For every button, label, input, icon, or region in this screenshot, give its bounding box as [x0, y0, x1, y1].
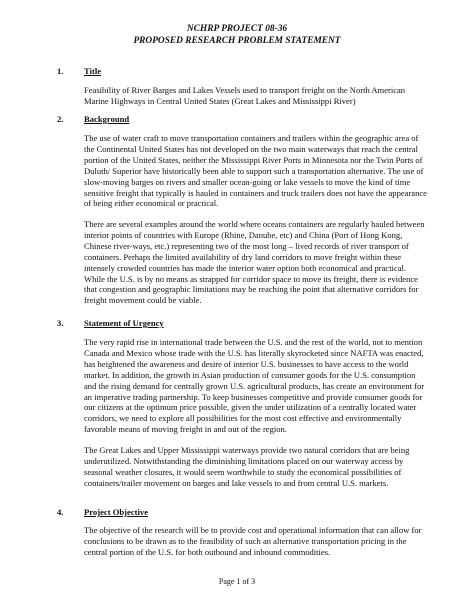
- text-line: that congestion and geographic limitations may be reaching the point that alternative corridors for: [84, 284, 419, 295]
- text-line: has heightened the awareness and desire of interior U.S. businesses to have access to the world: [84, 358, 409, 369]
- text-line: Feasibility of River Barges and Lakes Vessels used to transport freight on the North American: [84, 85, 406, 95]
- text-line: seasonal weather closures, it would seem worthwhile to study the economical possibilities of: [84, 466, 402, 477]
- section-4-title: Project Objective: [84, 507, 149, 517]
- section-3-title: Statement of Urgency: [84, 318, 164, 328]
- section-4-paragraph-1: [84, 525, 422, 558]
- section-1-title: Title: [84, 66, 102, 76]
- text-line: an imperative trading partnership. To keep businesses competitive and provide consumer goods for: [84, 391, 423, 402]
- text-line: market. In addition, the growth in Asian production of consumer goods for the U.S. consumption: [84, 369, 416, 380]
- text-line: containers. Perhaps the limited availability of dry land corridors to move freight within these: [84, 251, 402, 262]
- text-line: The very rapid rise in international trade between the U.S. and the rest of the world, not to mention: [84, 337, 423, 347]
- text-line: corridors, we need to explore all possibilities for the most cost effective and environmentally: [84, 413, 402, 424]
- text-line: favorable means of moving freight in and out of the region.: [84, 424, 287, 435]
- section-1-number: 1.: [57, 66, 64, 76]
- text-line: While the U.S. is by no means as strapped for corridor space to move its freight, there is evidence: [84, 273, 418, 284]
- text-line: Chinese river-ways, etc.) representing two of the most long – lived records of river transport of: [84, 240, 409, 251]
- text-line: sensitive freight that typically is hauled in containers and truck trailers does not have the appearance: [84, 187, 427, 198]
- section-1-paragraph-1: [84, 85, 416, 107]
- section-4-number: 4.: [57, 507, 64, 517]
- text-line: Canada and Mexico whose trade with the U.S. has literally skyrocketed since NAFTA was enacted,: [84, 347, 424, 358]
- text-line: containers/trailer movement on barges and lake vessels to and from central U.S. markets.: [84, 477, 389, 488]
- section-3-number: 3.: [57, 318, 64, 328]
- page-number-footer: Page 1 of 3: [218, 577, 256, 586]
- section-3-paragraph-1: [84, 337, 425, 435]
- text-line: Duluth/ Superior have historically been able to support such a transportation alternative. The use of: [84, 165, 424, 176]
- text-line: conclusions to be drawn as to the feasibility of such an alternative transportation pricing in the: [84, 535, 407, 546]
- text-line: and the rising demand for centrally grown U.S. agricultural products, has create an environment for: [84, 380, 425, 391]
- text-line: The use of water craft to move transportation containers and trailers within the geographic area of: [84, 133, 419, 143]
- statement-heading: PROPOSED RESEARCH PROBLEM STATEMENT: [133, 36, 341, 46]
- section-2-title: Background: [84, 114, 130, 124]
- text-line: our citizens at the optimum price possible, given the under utilization of a centrally located water: [84, 402, 417, 413]
- text-line: slow-moving barges on rivers and smaller ocean-going or lake vessels to move the kind of time: [84, 176, 411, 187]
- text-line: underutilized. Notwithstanding the diminishing limitations placed on our waterway access by: [84, 455, 404, 466]
- text-line: The objective of the research will be to provide cost and operational information that can allow for: [84, 525, 422, 535]
- section-2-paragraph-1: [84, 133, 427, 209]
- text-line: Marine Highways in Central United States (Great Lakes and Mississippi River): [84, 95, 356, 106]
- text-line: freight movement could be viable.: [84, 295, 202, 306]
- section-2-number: 2.: [57, 114, 64, 124]
- text-line: interior points of countries with Europe (Rhine, Danube, etc) and China (Port of Hong Kong,: [84, 229, 403, 240]
- section-2-paragraph-2: [84, 219, 425, 306]
- project-number-heading: NCHRP PROJECT 08-36: [186, 24, 288, 34]
- text-line: of being either economical or practical.: [84, 198, 219, 209]
- text-line: the Continental United States has not developed on the two main waterways that reach the central: [84, 143, 418, 154]
- section-3-paragraph-2: [84, 445, 416, 489]
- text-line: The Great Lakes and Upper Mississippi waterways provide two natural corridors that are being: [84, 445, 410, 455]
- text-line: There are several examples around the world where oceans containers are regularly hauled between: [84, 219, 425, 229]
- text-line: portion of the United States, neither the Mississippi River Ports in Minnesota nor the Twin Ports of: [84, 154, 423, 165]
- text-line: central portion of the U.S. for both outbound and inbound commodities.: [84, 546, 331, 557]
- text-line: intensely crowded countries has made the interior water option both economical and practical.: [84, 262, 407, 273]
